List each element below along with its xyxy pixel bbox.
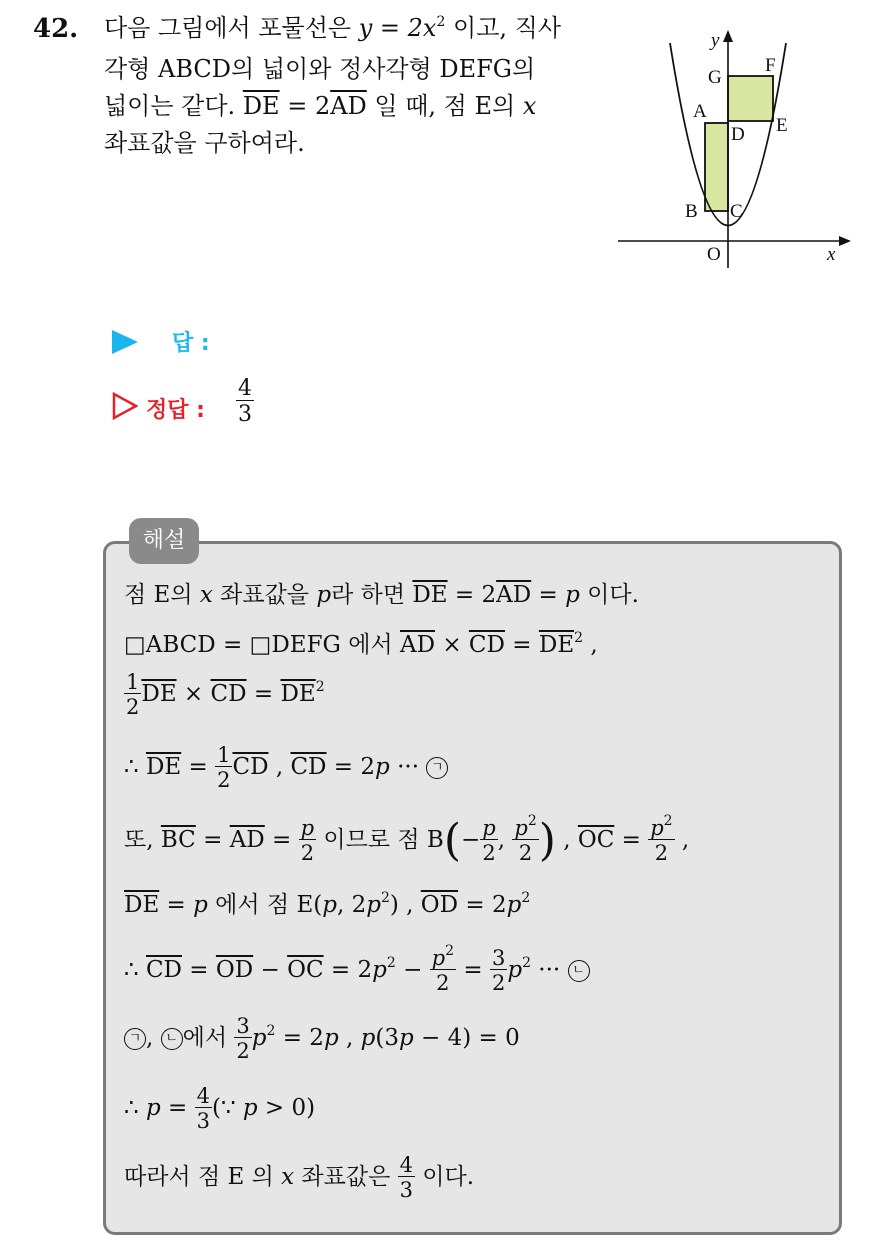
- label-c: C: [730, 201, 743, 222]
- label-f: F: [765, 55, 776, 76]
- circled-giyeok-icon: ㄱ: [124, 1028, 146, 1050]
- square-defg: [728, 76, 773, 121]
- answer-arrow-icon: [112, 330, 138, 354]
- question-line-2: 각형 ABCD의 넓이와 정사각형 DEFG의: [104, 55, 536, 83]
- question-line-1: 다음 그림에서 포물선은 $y = 2x^2$ 이고, 직사: [104, 14, 562, 42]
- question-number: 42.: [33, 14, 79, 44]
- label-o: O: [707, 244, 721, 265]
- correct-answer-value: $\frac{4}{3}$: [238, 376, 252, 427]
- answer-label: 답 :: [172, 331, 210, 356]
- solution-line-1: 점 E의 x 좌표값을 p라 하면 $\overline{DE} = 2\overline{AD} = p$ 이다.: [124, 582, 639, 608]
- question-line-4: 좌표값을 구하여라.: [104, 129, 305, 157]
- question-line-3: 넓이는 같다. $\overline{DE} = 2\overline{AD}$ 일 때, 점 E의 x: [104, 92, 537, 120]
- circled-nieun-icon: ㄴ: [568, 960, 590, 982]
- solution-line-5: 또, $\overline{BC} = \overline{AD}$ = $\frac{p}{2}$ 이므로 점 B(− $\frac{p}{2}$ , $\frac{p^2}{2}$ ) , $\overline{OC}$ = $\frac{p^2}{2}$ ,: [124, 813, 690, 866]
- solution-line-4: ∴ $\overline{DE}$ = $\frac{1}{2}$ $\overline{CD}$ , $\overline{CD} = 2p$ ··· ㄱ: [124, 745, 448, 791]
- explanation-tab: 해설: [129, 518, 199, 564]
- label-a: A: [693, 101, 707, 122]
- label-g: G: [708, 67, 722, 88]
- solution-line-2: □ABCD = □DEFG 에서 $\overline{AD} \times \overline{CD} = \overline{DE}^2$ ,: [124, 630, 598, 658]
- label-d: D: [731, 124, 745, 145]
- solution-line-8: ㄱ , ㄴ 에서 $\frac{3}{2}$ $p^2 = 2p$ , p(3p − 4) = 0: [124, 1016, 520, 1062]
- label-e: E: [776, 115, 788, 136]
- y-axis-arrow: [723, 30, 733, 42]
- solution-line-10: 따라서 점 E 의 x 좌표값은 $\frac{4}{3}$ 이다.: [124, 1153, 475, 1202]
- solution-line-9: ∴ p = $\frac{4}{3}$ (∵ p > 0): [124, 1084, 316, 1133]
- solution-line-3: $\frac{1}{2}$ $\overline{DE} \times \overline{CD} = \overline{DE}^2$: [126, 670, 325, 719]
- x-axis-arrow: [839, 236, 851, 246]
- correct-arrow-icon: [112, 392, 138, 420]
- label-y: y: [711, 30, 720, 51]
- label-x: x: [827, 244, 836, 265]
- rectangle-abcd: [705, 123, 728, 211]
- solution-line-6: $\overline{DE} = p$ 에서 점 E(p, $2p^2$) , $\overline{OD} = 2p^2$: [124, 890, 531, 918]
- label-b: B: [685, 201, 698, 222]
- parabola-figure: [615, 28, 855, 268]
- circled-nieun-icon: ㄴ: [161, 1028, 183, 1050]
- solution-line-7: ∴ $\overline{CD} = \overline{OD} - \overline{OC} = 2p^2$ − $\frac{p^2}{2}$ = $\frac{3}{2}$ $p^2$ ··· ㄴ: [124, 948, 590, 994]
- circled-giyeok-icon: ㄱ: [426, 757, 448, 779]
- correct-answer-label: 정답 :: [146, 398, 205, 423]
